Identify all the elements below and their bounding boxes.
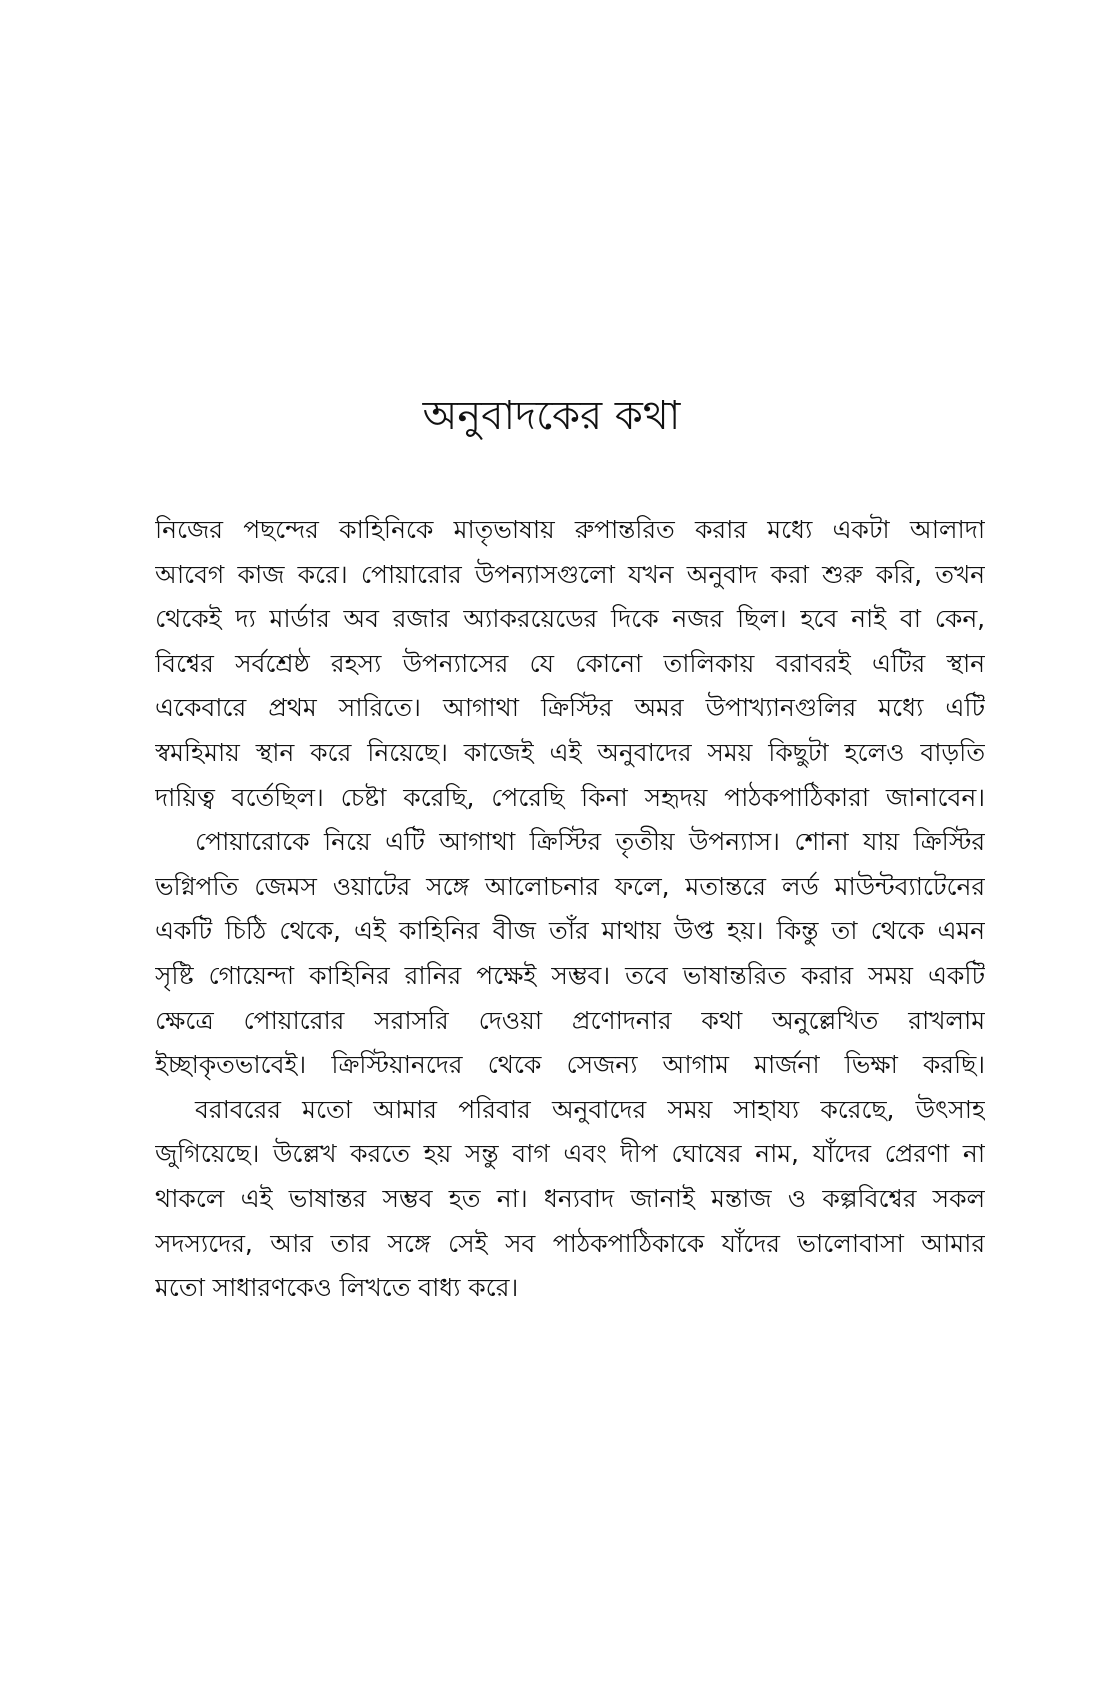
text-line: নিজের পছন্দের কাহিনিকে মাতৃভাষায় রুপান্তরিত করার মধ্যে একটা আলাদা	[155, 515, 985, 544]
text-line: দায়িত্ব বর্তেছিল। চেষ্টা করেছি, পেরেছি কিনা সহৃদয় পাঠকপাঠিকারা জানাবেন।	[155, 782, 985, 812]
text-line: আবেগ কাজ করে। পোয়ারোর উপন্যাসগুলো যখন অনুবাদ করা শুরু করি, তখন	[155, 559, 985, 589]
text-line: থাকলে এই ভাষান্তর সম্ভব হত না। ধন্যবাদ জানাই মন্তাজ ও কল্পবিশ্বের সকল	[155, 1183, 985, 1213]
text-line: জুগিয়েছে। উল্লেখ করতে হয় সন্তু বাগ এবং দীপ ঘোষের নাম, যাঁদের প্রেরণা না	[155, 1139, 985, 1169]
page-title: অনুবাদকের কথা	[422, 393, 681, 439]
text-line: সদস্যদের, আর তার সঙ্গে সেই সব পাঠকপাঠিকাকে যাঁদের ভালোবাসা আমার	[155, 1228, 985, 1258]
text-line: থেকেই দ্য মার্ডার অব রজার অ্যাকরয়েডের দিকে নজর ছিল। হবে নাই বা কেন,	[155, 604, 985, 634]
text-line: একটি চিঠি থেকে, এই কাহিনির বীজ তাঁর মাথায় উপ্ত হয়। কিন্তু তা থেকে এমন	[155, 916, 985, 946]
text-line: স্বমহিমায় স্থান করে নিয়েছে। কাজেই এই অনুবাদের সময় কিছুটা হলেও বাড়তি	[155, 737, 985, 767]
body-text	[155, 508, 985, 1311]
text-line: সৃষ্টি গোয়েন্দা কাহিনির রানির পক্ষেই সম্ভব। তবে ভাষান্তরিত করার সময় একটি	[155, 960, 985, 990]
text-line: মতো সাধারণকেও লিখতে বাধ্য করে।	[155, 1273, 519, 1303]
text-line: পোয়ারোকে নিয়ে এটি আগাথা ক্রিস্টির তৃতীয় উপন্যাস। শোনা যায় ক্রিস্টির	[195, 827, 985, 857]
text-line: ভগ্নিপতি জেমস ওয়াটের সঙ্গে আলোচনার ফলে, মতান্তরে লর্ড মাউন্টব্যাটেনের	[155, 871, 985, 901]
text-line: একেবারে প্রথম সারিতে। আগাথা ক্রিস্টির অমর উপাখ্যানগুলির মধ্যে এটি	[155, 693, 985, 723]
text-line: ক্ষেত্রে পোয়ারোর সরাসরি দেওয়া প্রণোদনার কথা অনুল্লেখিত রাখলাম	[155, 1005, 985, 1035]
text-line: বিশ্বের সর্বশ্রেষ্ঠ রহস্য উপন্যাসের যে কোনো তালিকায় বরাবরই এটির স্থান	[155, 648, 985, 678]
text-line: বরাবরের মতো আমার পরিবার অনুবাদের সময় সাহায্য করেছে, উৎসাহ	[195, 1094, 985, 1124]
text-line: ইচ্ছাকৃতভাবেই। ক্রিস্টিয়ানদের থেকে সেজন্য আগাম মার্জনা ভিক্ষা করছি।	[155, 1050, 985, 1080]
